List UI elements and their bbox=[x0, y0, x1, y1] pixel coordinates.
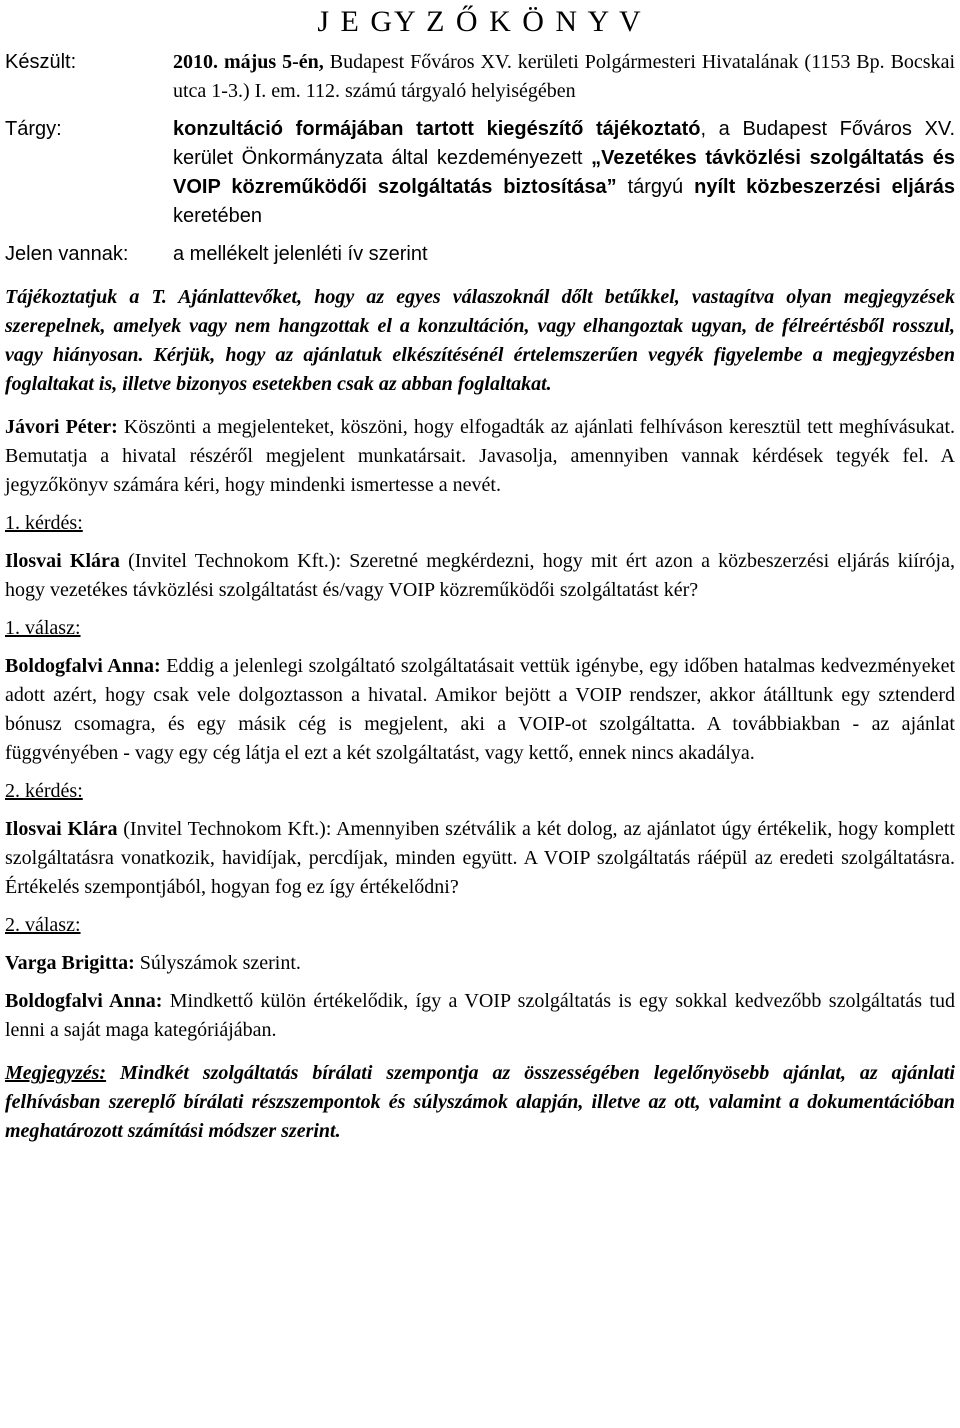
question-2-text: (Invitel Technokom Kft.): Amennyiben szétválik a két dolog, az ajánlatot úgy értékelik, hogy komplett szolgáltatásra vonatkozik, havidíjak, percdíjak, minden együtt. A VOIP szolgáltatás ráépül az eredeti szolgáltatásra. Értékelés szempontjából, hogyan fog ez így értékelődni? bbox=[5, 818, 955, 898]
meta-keszult-value bbox=[173, 48, 955, 106]
answer-2-paragraph-1 bbox=[5, 949, 955, 978]
meta-targy-bold-3: nyílt közbeszerzési eljárás bbox=[694, 176, 955, 198]
meta-targy-text-3: keretében bbox=[173, 205, 262, 227]
question-2-paragraph bbox=[5, 815, 955, 902]
answer-1-paragraph bbox=[5, 652, 955, 768]
opening-text: Köszönti a megjelenteket, köszöni, hogy elfogadták az ajánlati felhíváson keresztül tett meghívásukat. Bemutatja a hivatal részéről megjelent munkatársait. Javasolja, amennyiben vannak kérdések tegyék fel. A jegyzőkönyv számára kéri, hogy mindenki ismertesse a nevét. bbox=[5, 416, 956, 496]
answer-2-speaker-1: Varga Brigitta: bbox=[5, 952, 135, 974]
question-1-heading: 1. kérdés: bbox=[5, 512, 83, 534]
answer-1-heading: 1. válasz: bbox=[5, 617, 81, 639]
note-text: Mindkét szolgáltatás bírálati szempontja az összességében legelőnyösebb ajánlat, az ajánlati felhívásban szereplő bírálati részszempontok és súlyszámok alapján, illetve az ott, valamint a dokumentációban meghatározott számítási módszer szerint. bbox=[5, 1062, 955, 1142]
question-2-heading: 2. kérdés: bbox=[5, 780, 83, 802]
document-page bbox=[5, 0, 955, 1146]
meta-targy-value bbox=[173, 115, 955, 231]
question-2-speaker: Ilosvai Klára bbox=[5, 818, 118, 840]
meta-keszult-label: Készült: bbox=[5, 51, 77, 73]
question-1-speaker: Ilosvai Klára bbox=[5, 550, 120, 572]
meta-targy-bold-1: konzultáció formájában tartott kiegészítő tájékoztató bbox=[173, 118, 701, 140]
answer-2-heading: 2. válasz: bbox=[5, 914, 81, 936]
meta-targy-label: Tárgy: bbox=[5, 118, 62, 140]
meta-targy bbox=[5, 115, 955, 231]
intro-paragraph: Tájékoztatjuk a T. Ajánlattevőket, hogy az egyes válaszoknál dőlt betűkkel, vastagítva olyan megjegyzések szerepelnek, amelyek vagy nem hangzottak el a konzultáción, vagy elhangoztak ugyan, de félreértésből rosszul, vagy hiányosan. Kérjük, hogy az ajánlatuk elkészítésénél értelemszerűen vegyék figyelembe a megjegyzésben foglaltakat is, illetve bizonyos esetekben csak az abban foglaltakat. bbox=[5, 286, 955, 395]
meta-targy-bold-2: „Vezetékes távközlési szolgáltatás és VOIP közreműködői szolgáltatás biztosítása” bbox=[173, 147, 955, 198]
meta-keszult-place: Budapest Főváros XV. kerületi Polgármesteri Hivatalának (1153 Bp. Bocskai utca 1-3.) I. em. 112. számú tárgyaló helyiségében bbox=[173, 51, 956, 102]
note-label: Megjegyzés: bbox=[5, 1062, 107, 1084]
answer-2-paragraph-2 bbox=[5, 987, 955, 1045]
question-1-text: (Invitel Technokom Kft.): Szeretné megkérdezni, hogy mit ért azon a közbeszerzési eljárás kiírója, hogy vezetékes távközlési szolgáltatást és/vagy VOIP közreműködői szolgáltatást kér? bbox=[5, 550, 955, 601]
meta-jelen-value: a mellékelt jelenléti ív szerint bbox=[173, 243, 428, 265]
opening-paragraph bbox=[5, 413, 955, 500]
answer-2-text-2: Mindkettő külön értékelődik, így a VOIP szolgáltatás is egy sokkal kedvezőbb szolgáltatás tud lenni a saját maga kategóriájában. bbox=[5, 990, 955, 1041]
meta-targy-text-1: , a Budapest Főváros XV. kerület Önkormányzata által kezdeményezett bbox=[173, 118, 955, 169]
note-paragraph bbox=[5, 1059, 955, 1146]
answer-2-text-1: Súlyszámok szerint. bbox=[134, 952, 301, 974]
document-title: J E GY Z Ő K Ö N Y V bbox=[317, 5, 643, 38]
answer-2-speaker-2: Boldogfalvi Anna: bbox=[5, 990, 163, 1012]
meta-targy-text-2: tárgyú bbox=[616, 176, 695, 198]
opening-speaker: Jávori Péter: bbox=[5, 416, 118, 438]
meta-keszult bbox=[5, 48, 955, 106]
answer-1-speaker: Boldogfalvi Anna: bbox=[5, 655, 161, 677]
meta-keszult-date: 2010. május 5-én, bbox=[173, 51, 324, 73]
meta-jelen bbox=[5, 240, 955, 269]
meta-jelen-label: Jelen vannak: bbox=[5, 243, 129, 265]
answer-1-text: Eddig a jelenlegi szolgáltató szolgáltatásait vettük igénybe, egy időben hatalmas kedvezményeket adott azért, hogy csak vele dolgoztasson a hivatal. Amikor bejött a VOIP rendszer, akkor átálltunk egy sztenderd bónusz csomagra, és egy másik cég is megjelent, aki a VOIP-ot szolgáltatta. A továbbiakban - az ajánlat függvényében - vagy egy cég látja el ezt a két szolgáltatást, vagy kettő, ennek nincs akadálya. bbox=[5, 655, 955, 764]
question-1-paragraph bbox=[5, 547, 955, 605]
